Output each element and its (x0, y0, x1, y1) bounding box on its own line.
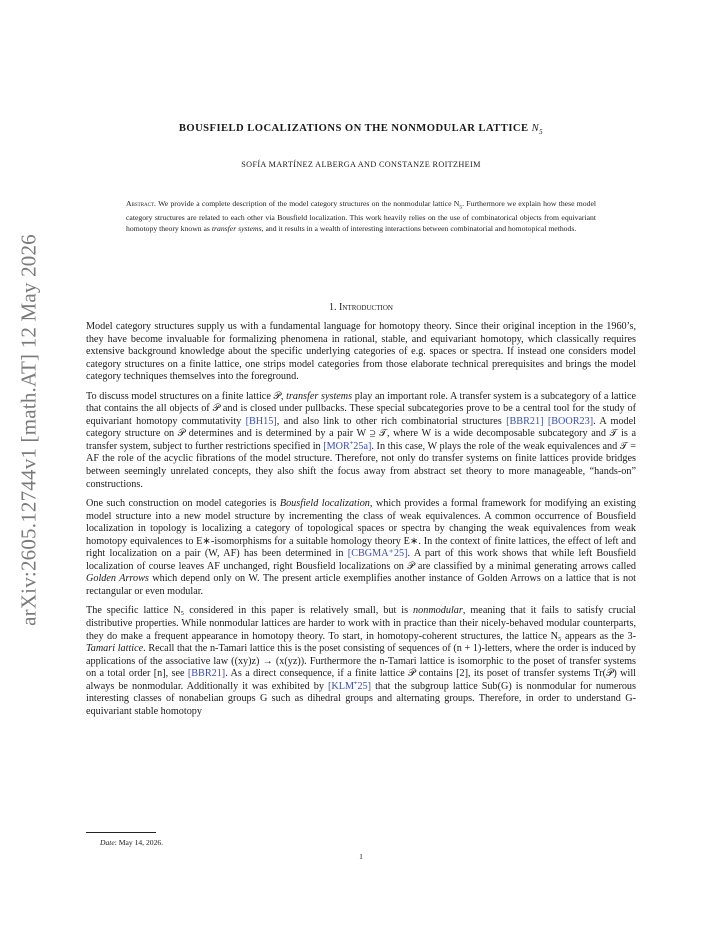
section-title: Introduction (339, 302, 393, 313)
arxiv-identifier-stamp (12, 160, 46, 700)
citation-link[interactable]: [BH15] (245, 415, 277, 427)
authors: SOFÍA MARTÍNEZ ALBERGA AND CONSTANZE ROITZHEIM (241, 160, 481, 169)
footnote-rule (86, 832, 156, 833)
paragraph-3: One such construction on model categories is Bousfield localization, which provides a formal framework for modifying an existing model structure into a new model structure by incrementing the class of weak equivalences. A common occurrence of Bousfield localization in topology is localizing a category of topological spaces or spectra by changing the weak equivalences from weak homotopy equivalences to E∗-isomorphisms for a suitable homology theory E∗. In the context of finite lattices, the effect of left and right localization on a pair (W, AF) has been determined in [CBGMA⁺25]. A part of this work shows that while left Bousfield localization of course leaves AF unchanged, right Bousfield localizations on 𝒫 are classified by a minimal generating arrows called Golden Arrows which depend only on W. The present article exemplifies another instance of Golden Arrows on a lattice that is not rectangular or even modular. (86, 498, 637, 597)
citation-link[interactable]: [BBR21] (506, 415, 544, 427)
paragraph-1: Model category structures supply us with a fundamental language for homotopy theory. Since their original inception in the 1960’s, they have become invaluable for formalizing phenomena in rational, stable, and equivariant homotopy, which classically requires extensive background knowledge about the specific underlying categories of e.g. spaces or spectra. If instead one considers model category structures on a finite lattice, one strips model categories from those elaborate technical prerequisites and brings the model category techniques themselves into the foreground. (86, 321, 636, 383)
section-number: 1. (329, 302, 337, 313)
citation-link[interactable]: [CBGMA⁺25] (347, 548, 408, 560)
abstract-label: Abstract. (126, 199, 156, 208)
page-number: 1 (359, 852, 363, 861)
citation-link[interactable]: [KLM⁺25] (327, 680, 372, 692)
paper-title (86, 123, 636, 136)
citation-link[interactable]: [BOOR23] (547, 415, 594, 427)
title-symbol: $N_5$ (531, 123, 544, 137)
body-text (86, 321, 636, 725)
citation-link[interactable]: [MOR⁺25a] (323, 440, 372, 452)
citation-link[interactable]: [BBR21] (187, 668, 226, 680)
paragraph-2: To discuss model structures on a finite lattice 𝒫, transfer systems play an important role. A transfer system is a subcategory of a lattice that contains the all objects of 𝒫 and is closed under pullbacks. These special subcategories prove to be a central tool for the study of equivariant homotopy commutativity [BH15], and also link to other rich combinatorial structures [BBR21] [BOOR23]. A model category structure on 𝒫 determines and is determined by a pair W ⊇ 𝒯, where W is a wide decomposable subcategory and 𝒯 is a transfer system, subject to further restrictions specified in [MOR⁺25a]. In this case, W plays the role of the weak equivalences and 𝒯 = AF the role of the acyclic fibrations of the model structure. Therefore, not only do transfer systems on finite lattices provide bridges between seemingly unrelated concepts, they also shift the focus away from abstract set theory to more manageable, “hands-on” constructions. (86, 390, 637, 490)
abstract: Abstract. We provide a complete description of the model category structures on the nonmodular lattice $N_5$. Furthermore we explain how these model category structures are related to each other via Bousfield localization. This work heavily relies on the use of combinatorical objects from equivariant homotopy theory known as transfer systems, and it results in a wealth of interesting interactions between combinatorial and homotopical methods. (126, 199, 596, 233)
section-heading (86, 302, 636, 313)
title-text: BOUSFIELD LOCALIZATIONS ON THE NONMODULAR LATTICE (178, 123, 529, 134)
footnote-date: Date: May 14, 2026. (100, 838, 164, 847)
paragraph-4: The specific lattice N₅ considered in this paper is relatively small, but is nonmodular, meaning that it fails to satisfy crucial distributive properties. While nonmodular lattices are harder to work with in practice than their nicely-behaved modular counterparts, they do make a frequent appearance in homotopy theory. To start, in homotopy-coherent structures, the lattice N₅ appears as the 3-Tamari lattice. Recall that the n-Tamari lattice this is the poset consisting of sequences of (n + 1)-letters, where the order is induced by applications of the associative law ((xy)z) → (x(yz)). Furthermore the n-Tamari lattice is isomorphic to the poset of transfer systems on a total order [n], see [BBR21]. As a direct consequence, if a finite lattice 𝒫 contains [2], its poset of transfer systems Tr(𝒫) will always be nonmodular. Additionally it was exhibited by [KLM⁺25] that the subgroup lattice Sub(G) is nonmodular for numerous interesting classes of nonabelian groups G such as dihedral groups and alternating groups. Therefore, in order to understand G-equivariant stable homotopy (86, 605, 636, 717)
arxiv-identifier: arXiv:2605.12744v1 [math.AT] 12 May 2026 (16, 234, 41, 626)
